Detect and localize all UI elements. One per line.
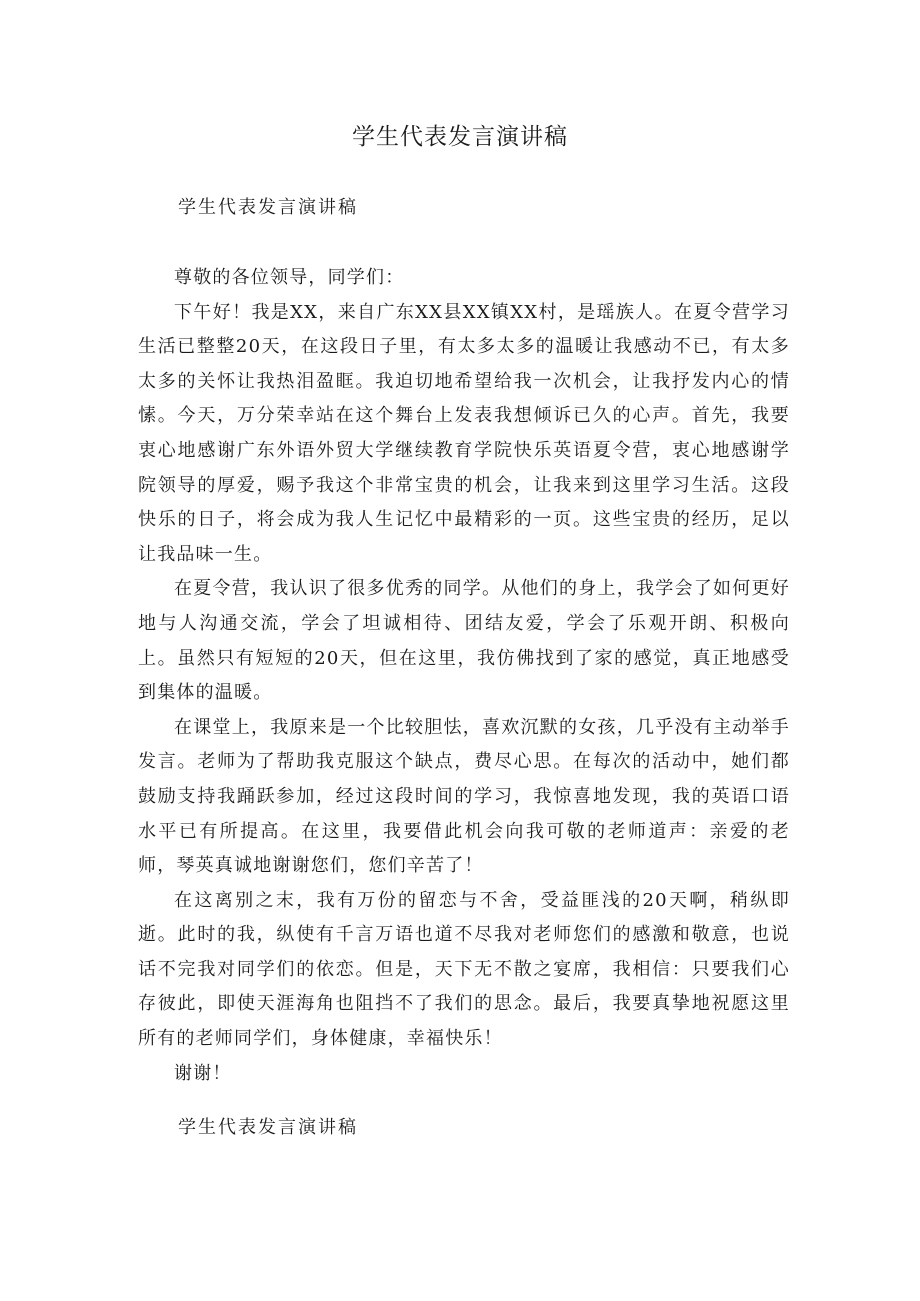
document-subtitle: 学生代表发言演讲稿 — [178, 197, 358, 218]
footer-subtitle: 学生代表发言演讲稿 — [178, 1117, 358, 1138]
paragraph-thanks: 谢谢！ — [174, 1062, 232, 1084]
salutation: 尊敬的各位领导，同学们： — [174, 267, 405, 288]
paragraph-farewell: 在这离别之末，我有万份的留恋与不舍，受益匪浅的20天啊，稍纵即逝。此时的我，纵使有千言万语也道不尽我对老师您们的感激和敬意，也说话不完我对同学们的依恋。但是，天下无不散之宴席，我相信：只要我们心存彼此，即使天涯海角也阻挡不了我们的思念。最后，我要真挚地祝愿这里所有的老师同学们，身体健康，幸福快乐！ — [138, 889, 790, 1050]
document-title: 学生代表发言演讲稿 — [352, 124, 568, 150]
speech-body — [138, 261, 790, 1091]
paragraph-classroom: 在课堂上，我原来是一个比较胆怯，喜欢沉默的女孩，几乎没有主动举手发言。老师为了帮助我克服这个缺点，费尽心思。在每次的活动中，她们都鼓励支持我踊跃参加，经过这段时间的学习，我惊喜地发现，我的英语口语水平已有所提高。在这里，我要借此机会向我可敬的老师道声：亲爱的老师，琴英真诚地谢谢您们，您们辛苦了！ — [138, 716, 790, 877]
paragraph-classmates: 在夏令营，我认识了很多优秀的同学。从他们的身上，我学会了如何更好地与人沟通交流，学会了坦诚相待、团结友爱，学会了乐观开朗、积极向上。虽然只有短短的20天，但在这里，我仿佛找到了家的感觉，真正地感受到集体的温暖。 — [138, 578, 790, 704]
paragraph-greeting: 下午好！我是XX，来自广东XX县XX镇XX村，是瑶族人。在夏令营学习生活已整整20天，在这段日子里，有太多太多的温暖让我感动不已，有太多太多的关怀让我热泪盈眶。我迫切地希望给我一次机会，让我抒发内心的情愫。今天，万分荣幸站在这个舞台上发表我想倾诉已久的心声。首先，我要衷心地感谢广东外语外贸大学继续教育学院快乐英语夏令营，衷心地感谢学院领导的厚爱，赐予我这个非常宝贵的机会，让我来到这里学习生活。这段快乐的日子，将会成为我人生记忆中最精彩的一页。这些宝贵的经历，足以让我品味一生。 — [138, 301, 790, 565]
